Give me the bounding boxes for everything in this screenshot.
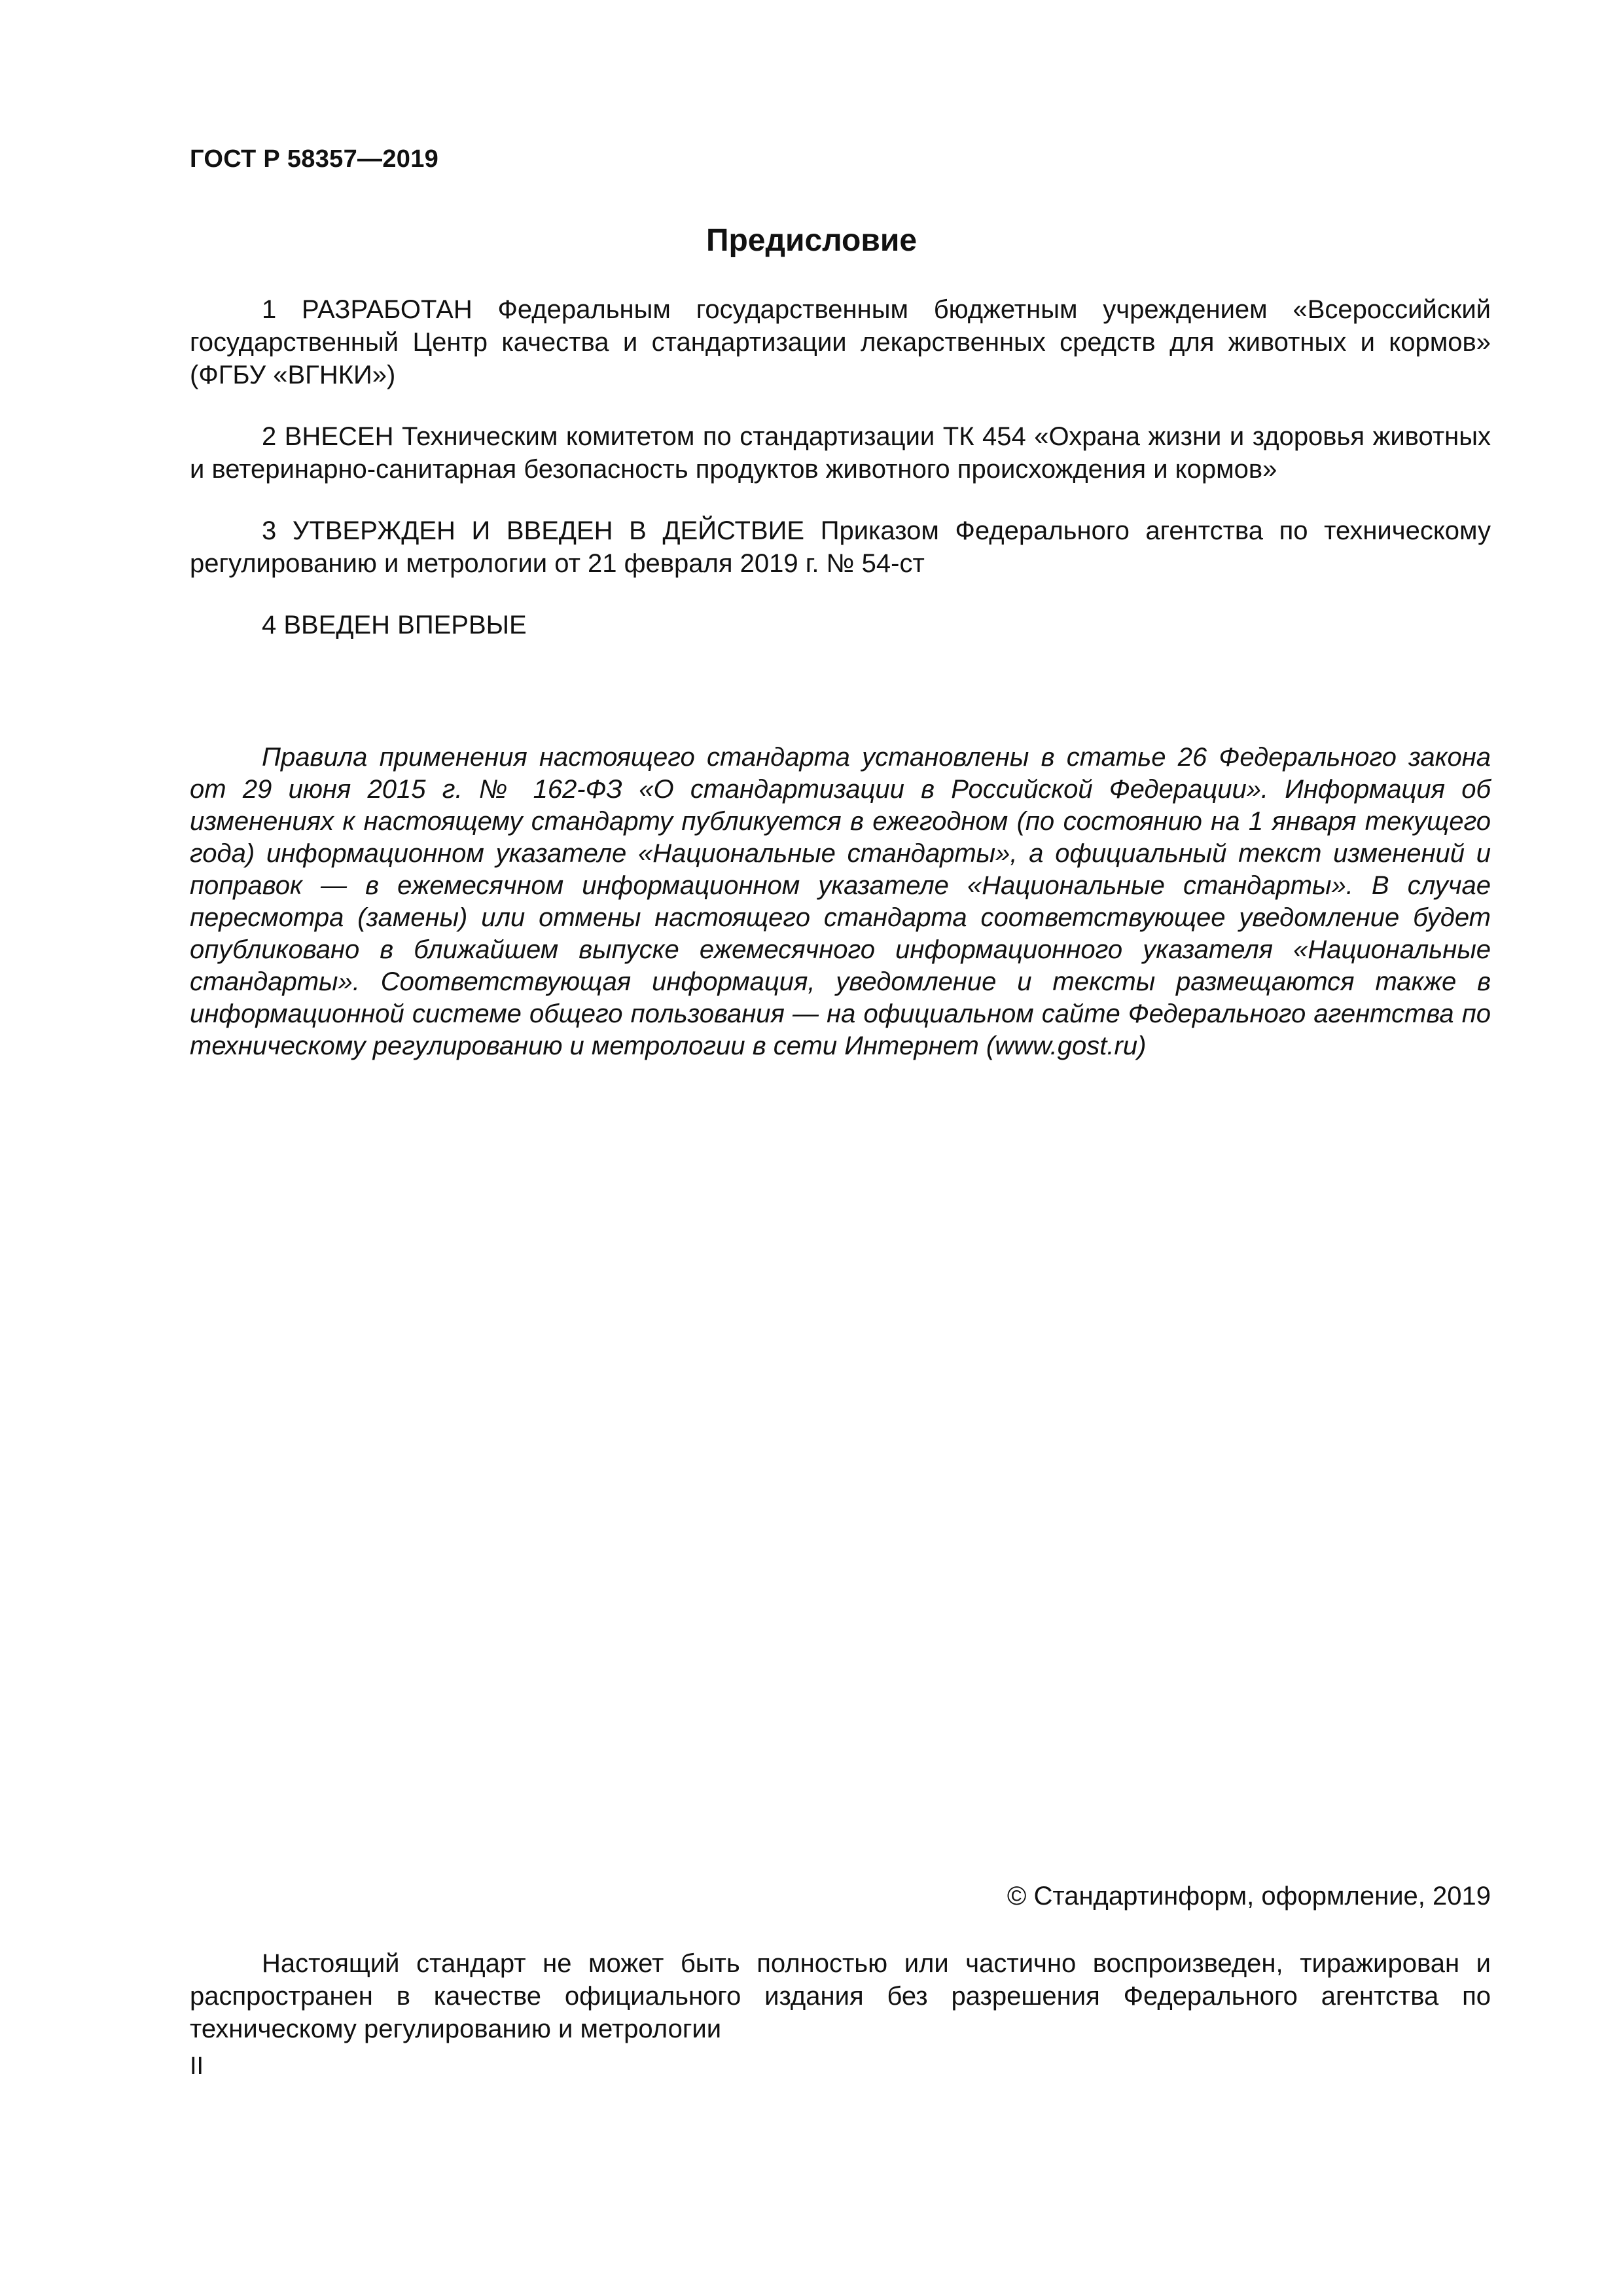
- usage-rules-note: Правила применения настоящего стандарта установлены в статье 26 Федерального закона от 29 июня 2015 г. № 162-ФЗ «О стандартизации в Российской Федерации». Информация об изменениях к настоящему стандарту публикуется в ежегодном (по состоянию на 1 января текущего года) информационном указателе «Национальные стандарты», а официальный текст изменений и поправок — в ежемесячном информационном указателе «Национальные стандарты». В случае пересмотра (замены) или отмены настоящего стандарта соответствующее уведомление будет опубликовано в ближайшем выпуске ежемесячного информационного указателя «Национальные стандарты». Соответствующая информация, уведомление и тексты размещаются также в информационной системе общего пользования — на официальном сайте Федерального агентства по техническому регулированию и метрологии в сети Интернет (www.gost.ru): [190, 743, 1491, 1060]
- page-number: II: [190, 2053, 204, 2080]
- foreword-item-introduced: 2 ВНЕСЕН Техническим комитетом по стандартизации ТК 454 «Охрана жизни и здоровья животных и ветеринарно-санитарная безопасность продуктов животного происхождения и кормов»: [190, 422, 1491, 484]
- foreword-item-first-introduced: 4 ВВЕДЕН ВПЕРВЫЕ: [262, 611, 527, 639]
- copyright-notice: © Стандартинформ, оформление, 2019: [1007, 1882, 1491, 1910]
- foreword-item-approved: 3 УТВЕРЖДЕН И ВВЕДЕН В ДЕЙСТВИЕ Приказом Федерального агентства по техническому регулированию и метрологии от 21 февраля 2019 г. № 54-ст: [190, 516, 1491, 578]
- page-title: Предисловие: [705, 223, 918, 258]
- foreword-item-developed: 1 РАЗРАБОТАН Федеральным государственным бюджетным учреждением «Всероссийский государственный Центр качества и стандартизации лекарственных средств для животных и кормов» (ФГБУ «ВГНКИ»): [190, 295, 1491, 389]
- reproduction-restriction-note: Настоящий стандарт не может быть полностью или частично воспроизведен, тиражирован и распространен в качестве официального издания без разрешения Федерального агентства по техническому регулированию и метрологии: [190, 1949, 1491, 2043]
- document-code: ГОСТ Р 58357—2019: [190, 145, 439, 173]
